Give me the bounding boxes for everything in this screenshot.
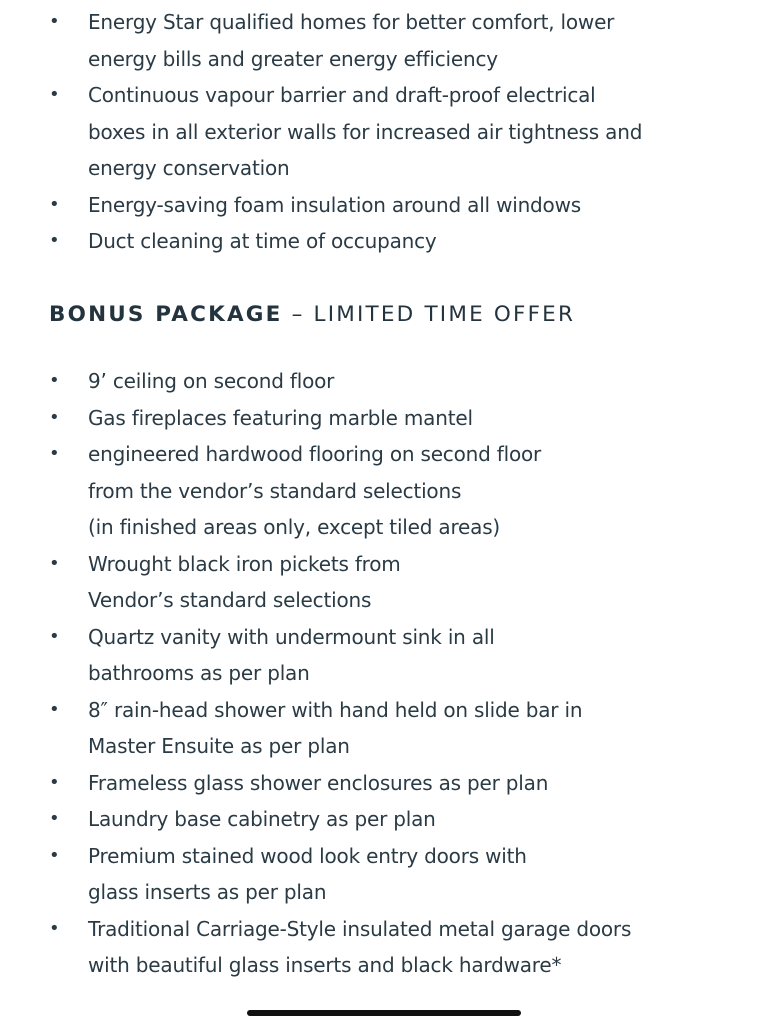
list-item	[0, 801, 768, 838]
list-item-text: from the vendor’s standard selections	[88, 478, 462, 503]
list-item	[0, 692, 768, 765]
bonus-package-list	[0, 363, 768, 984]
list-item	[0, 546, 768, 619]
bonus-package-heading	[49, 302, 575, 327]
bullet-icon: •	[49, 370, 60, 391]
list-item-text: energy bills and greater energy efficiency	[88, 46, 498, 71]
list-item-text: Duct cleaning at time of occupancy	[88, 229, 437, 253]
bullet-icon: •	[49, 625, 60, 647]
bullet-icon: •	[49, 230, 60, 251]
bonus-package-subtitle: – LIMITED TIME OFFER	[282, 302, 576, 327]
bullet-icon: •	[49, 443, 60, 464]
list-item-text: Laundry base cabinetry as per plan	[88, 807, 436, 831]
list-item	[0, 436, 768, 546]
list-item	[0, 838, 768, 911]
list-item-text: bathrooms as per plan	[88, 661, 310, 685]
bullet-icon: •	[49, 917, 60, 939]
bonus-package-title: BONUS PACKAGE	[49, 302, 283, 327]
bullet-icon: •	[49, 771, 60, 793]
home-indicator-bar[interactable]	[247, 1010, 521, 1016]
list-item-text: energy conservation	[88, 156, 290, 180]
list-item-text: Frameless glass shower enclosures as per plan	[88, 770, 549, 795]
list-item	[0, 619, 768, 692]
list-item-text: Wrought black iron pickets from	[88, 551, 401, 576]
bullet-icon: •	[49, 552, 60, 574]
list-item	[0, 77, 768, 187]
list-item	[0, 363, 768, 400]
list-item-text: Quartz vanity with undermount sink in all	[88, 624, 495, 649]
list-item-text: Continuous vapour barrier and draft-proof electrical	[88, 83, 596, 107]
list-item-text: boxes in all exterior walls for increased air tightness and	[88, 119, 643, 144]
list-item-text: Energy Star qualified homes for better comfort, lower	[88, 10, 615, 34]
list-item	[0, 400, 768, 437]
bullet-icon: •	[49, 84, 60, 105]
list-item-text: glass inserts as per plan	[88, 880, 327, 904]
features-list	[0, 4, 768, 260]
bullet-icon: •	[49, 808, 60, 829]
list-item-text: engineered hardwood flooring on second floor	[88, 442, 542, 466]
list-item-text: 8″ rain-head shower with hand held on slide bar in	[88, 697, 583, 722]
list-item-text: Premium stained wood look entry doors with	[88, 843, 527, 868]
list-item-text: (in finished areas only, except tiled areas)	[88, 515, 501, 539]
bullet-icon: •	[49, 11, 60, 32]
bullet-icon: •	[49, 698, 60, 720]
bullet-icon: •	[49, 193, 60, 215]
list-item-text: Master Ensuite as per plan	[88, 734, 350, 758]
list-item	[0, 223, 768, 260]
list-item-text: Traditional Carriage-Style insulated metal garage doors	[88, 916, 632, 941]
bullet-icon: •	[49, 844, 60, 866]
list-item-text: 9’ ceiling on second floor	[88, 369, 335, 393]
list-item	[0, 187, 768, 224]
list-item-text: Gas fireplaces featuring marble mantel	[88, 405, 473, 430]
list-item-text: Vendor’s standard selections	[88, 588, 372, 612]
list-item-text: with beautiful glass inserts and black hardware*	[88, 953, 562, 977]
bullet-icon: •	[49, 406, 60, 428]
list-item	[0, 765, 768, 802]
list-item	[0, 911, 768, 984]
list-item-text: Energy-saving foam insulation around all windows	[88, 192, 581, 217]
list-item	[0, 4, 768, 77]
